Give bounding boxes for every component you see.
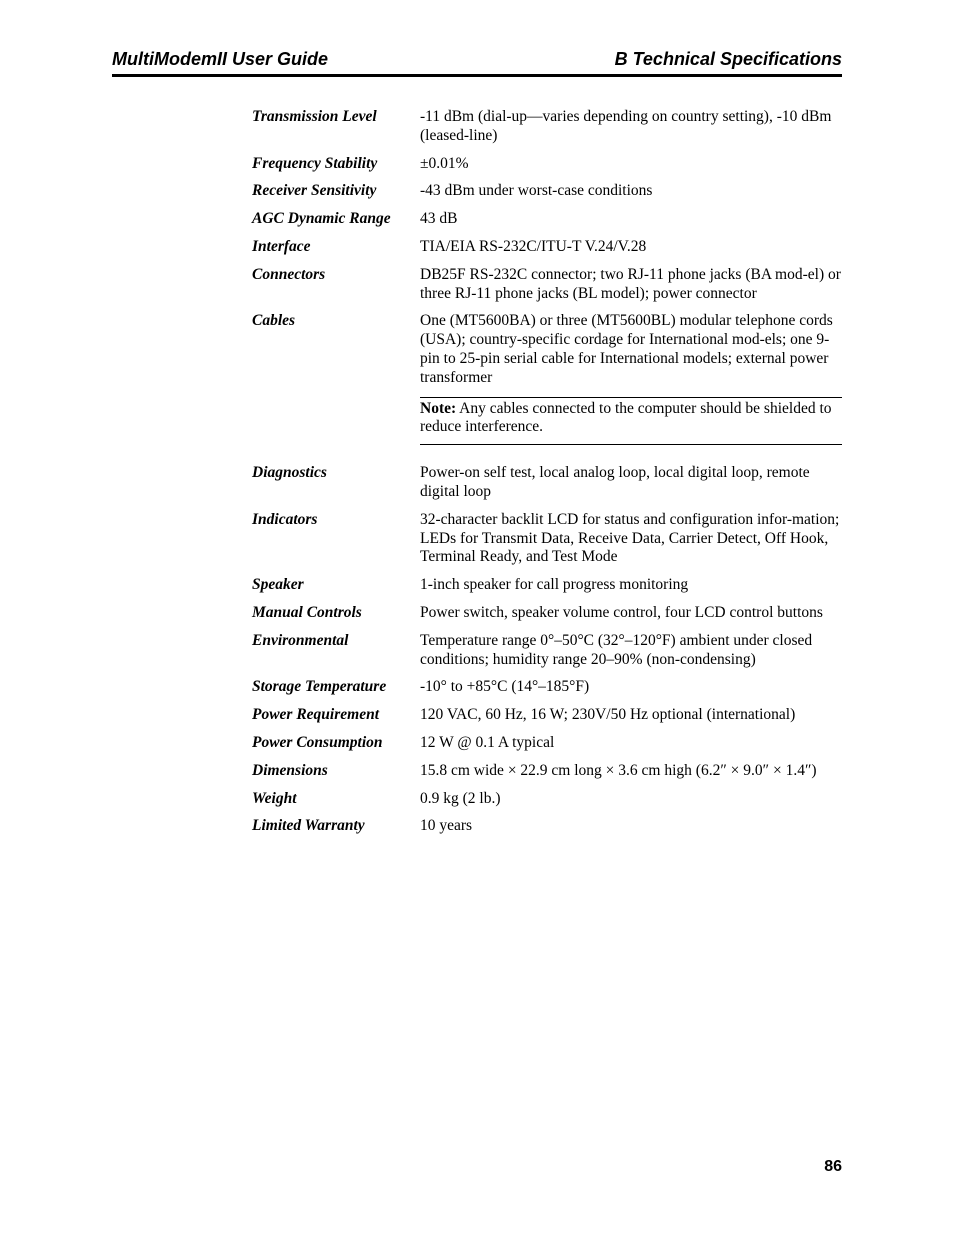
spec-label: Interface: [252, 237, 311, 255]
spec-label: Dimensions: [252, 761, 328, 779]
header-section-title: B Technical Specifications: [614, 49, 842, 69]
spec-value: 120 VAC, 60 Hz, 16 W; 230V/50 Hz optional (international): [420, 706, 796, 724]
spec-label: Power Consumption: [252, 733, 383, 751]
spec-value: TIA/EIA RS-232C/ITU-T V.24/V.28: [420, 237, 647, 255]
spec-row-cables: [252, 312, 842, 387]
spec-row-manual-controls: [252, 604, 842, 623]
spec-value: DB25F RS-232C connector; two RJ-11 phone jacks (BA mod-el) or three RJ-11 phone jacks (BL model); power connector: [420, 265, 841, 302]
spec-label: Speaker: [252, 576, 304, 594]
spec-row-interface: [252, 238, 842, 257]
spec-value: 1-inch speaker for call progress monitoring: [420, 576, 689, 594]
spec-label: Connectors: [252, 265, 326, 283]
spec-value: Power-on self test, local analog loop, local digital loop, remote digital loop: [420, 464, 810, 500]
header-guide-title: MultiModemII User Guide: [112, 49, 329, 69]
spec-row-receiver-sensitivity: [252, 182, 842, 201]
spec-value: 32-character backlit LCD for status and configuration infor-mation; LEDs for Transmit Data, Receive Data, Carrier Detect, Off Hook, Terminal Ready, and Test Mode: [420, 510, 840, 566]
spec-row-transmission-level: [252, 108, 842, 146]
spec-row-diagnostics: [252, 464, 842, 502]
spec-value: 0.9 kg (2 lb.): [420, 789, 501, 807]
spec-label: Diagnostics: [252, 464, 327, 482]
note-text: Any cables connected to the computer should be shielded to reduce interference.: [420, 399, 832, 436]
spec-row-connectors: [252, 266, 842, 304]
spec-row-limited-warranty: [252, 817, 842, 836]
spec-label: Transmission Level: [252, 108, 377, 125]
spec-row-environmental: [252, 632, 842, 670]
spec-value: 43 dB: [420, 210, 458, 228]
spec-row-storage-temperature: [252, 678, 842, 697]
cables-note: [420, 397, 842, 446]
note-label: Note:: [420, 399, 457, 417]
spec-label: Power Requirement: [252, 706, 380, 724]
spec-label: Weight: [252, 789, 297, 807]
spec-row-power-requirement: [252, 706, 842, 725]
spec-label: Cables: [252, 312, 296, 330]
spec-row-speaker: [252, 576, 842, 595]
page-number: 86: [824, 1158, 842, 1175]
spec-value: 10 years: [420, 817, 473, 835]
spec-row-indicators: [252, 511, 842, 567]
spec-row-weight: [252, 790, 842, 809]
spec-value: -43 dBm under worst-case conditions: [420, 182, 653, 200]
spec-row-frequency-stability: [252, 155, 842, 174]
spec-value: -10° to +85°C (14°–185°F): [420, 678, 590, 696]
spec-value: Temperature range 0°–50°C (32°–120°F) ambient under closed conditions; humidity range 20–90% (non-condensing): [420, 631, 813, 668]
spec-value: One (MT5600BA) or three (MT5600BL) modular telephone cords (USA); country-specific cordage for International mod-els; one 9-pin to 25-pin serial cable for International models; external power transformer: [420, 312, 833, 386]
spec-table: [252, 108, 842, 845]
page-header: [112, 49, 842, 73]
spec-value: Power switch, speaker volume control, four LCD control buttons: [420, 603, 823, 621]
spec-label: Manual Controls: [252, 603, 362, 621]
spec-row-agc-dynamic-range: [252, 210, 842, 229]
spec-label: Frequency Stability: [252, 154, 378, 172]
header-rule: [112, 74, 842, 77]
spec-label: Environmental: [252, 631, 349, 649]
spec-label: AGC Dynamic Range: [252, 210, 391, 228]
spec-label: Receiver Sensitivity: [252, 182, 377, 200]
spec-value: ±0.01%: [420, 154, 469, 172]
spec-label: Limited Warranty: [252, 817, 365, 835]
spec-value: 12 W @ 0.1 A typical: [420, 733, 555, 751]
spec-label: Storage Temperature: [252, 678, 387, 696]
spec-label: Indicators: [252, 510, 318, 528]
spec-row-power-consumption: [252, 734, 842, 753]
spec-row-dimensions: [252, 762, 842, 781]
spec-value: -11 dBm (dial-up—varies depending on country setting), -10 dBm (leased-line): [420, 108, 832, 144]
spec-value: 15.8 cm wide × 22.9 cm long × 3.6 cm high (6.2″ × 9.0″ × 1.4″): [420, 761, 817, 779]
